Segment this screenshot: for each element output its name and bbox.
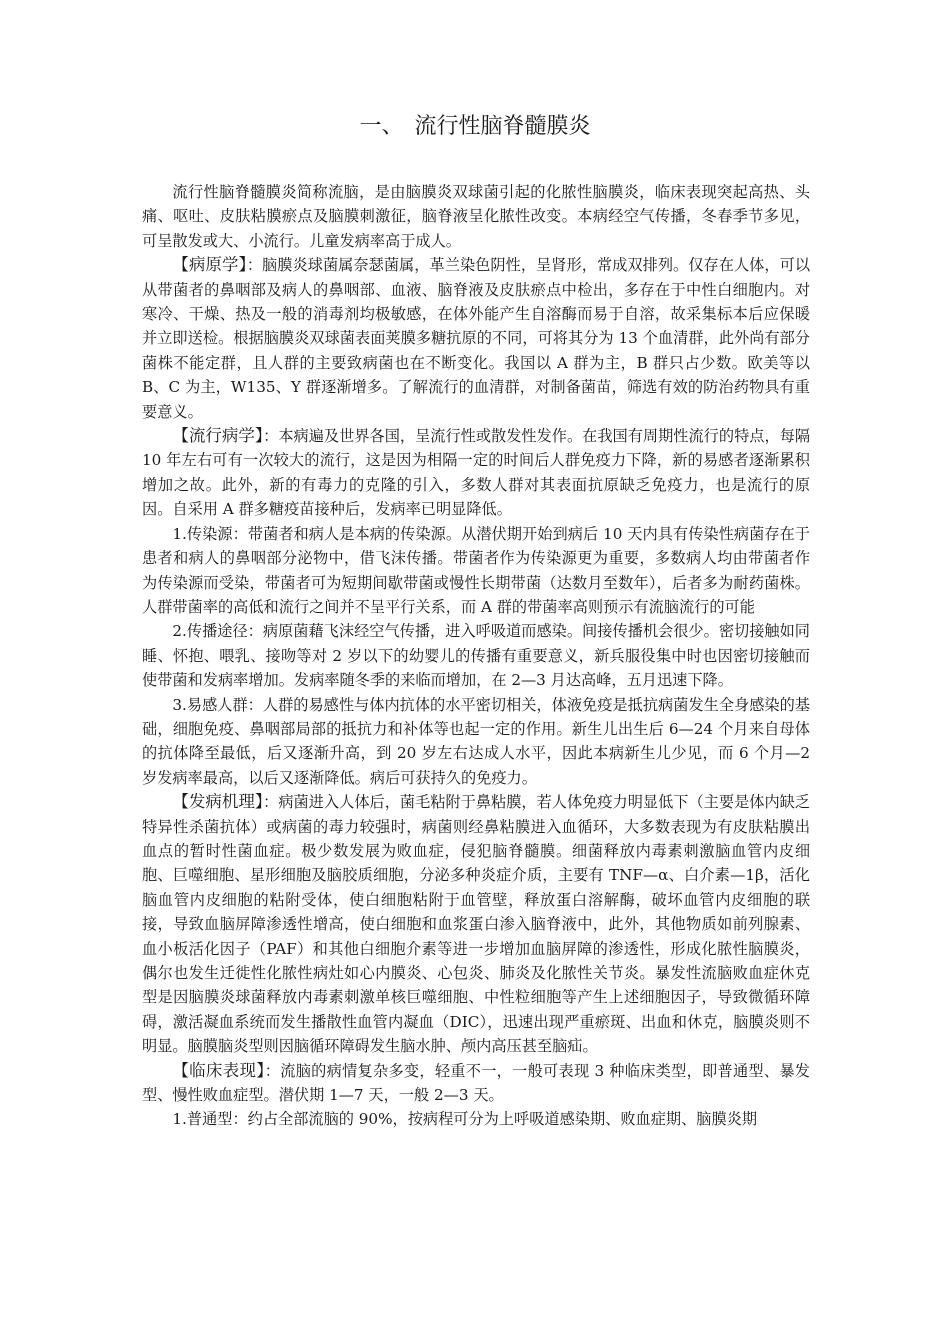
transmission-route-paragraph	[142, 619, 810, 692]
section-heading-etiology: 【病原学】	[172, 255, 247, 275]
paragraph-text: 流行性脑脊髓膜炎简称流脑，是由脑膜炎双球菌引起的化脓性脑膜炎，临床表现突起高热、头痛、呕吐、皮肤粘膜瘀点及脑膜刺激征，脑脊液呈化脓性改变。本病经空气传播，冬春季节多见，可呈散发或大、小流行。儿童发病率高于成人。	[142, 183, 810, 250]
section-heading-epidemiology: 【流行病学】	[172, 426, 264, 446]
paragraph-text: 2.传播途径：病原菌藉飞沫经空气传播，进入呼吸道而感染。间接传播机会很少。密切接触如同睡、怀抱、喂乳、接吻等对 2 岁以下的幼婴儿的传播有重要意义，新兵服役集中时也因密切接触而使带菌和发病率增加。发病率随冬季的来临而增加，在 2—3 月达高峰，五月迅速下降。	[142, 622, 810, 690]
paragraph-text: ：病菌进入人体后，菌毛粘附于鼻粘膜，若人体免疫力明显低下（主要是体内缺乏特异性杀菌抗体）或病菌的毒力较强时，病菌则经鼻粘膜进入血循环，大多数表现为有皮肤粘膜出血点的暂时性菌血症。极少数发展为败血症，侵犯脑脊髓膜。细菌释放内毒素刺激脑血管内皮细胞、巨噬细胞、星形细胞及脑胶质细胞，分泌多种炎症介质，主要有 TNF—α、白介素—1β，活化脑血管内皮细胞的粘附受体，使白细胞粘附于血管壁，释放蛋白溶解酶，破坏血管内皮细胞的联接，导致血脑屏障渗透性增高，使白细胞和血浆蛋白渗入脑脊液中，此外，其他物质如前列腺素、血小板活化因子（PAF）和其他白细胞介素等进一步增加血脑屏障的渗透性，形成化脓性脑膜炎，偶尔也发生迁徙性化脓性病灶如心内膜炎、心包炎、肺炎及化脓性关节炎。暴发性流脑败血症休克型是因脑膜炎球菌释放内毒素刺激单核巨噬细胞、中性粒细胞等产生上述细胞因子，导致微循环障碍，激活凝血系统而发生播散性血管内凝血（DIC），迅速出现严重瘀斑、出血和休克，脑膜炎则不明显。脑膜脑炎型则因脑循环障碍发生脑水肿、颅内高压甚至脑疝。	[142, 793, 811, 1056]
section-heading-clinical: 【临床表现】	[172, 1060, 265, 1080]
etiology-paragraph	[142, 253, 810, 424]
epidemiology-paragraph	[142, 424, 810, 522]
paragraph-text: 3.易感人群：人群的易感性与体内抗体的水平密切相关，体液免疫是抵抗病菌发生全身感染的基础，细胞免疫、鼻咽部局部的抵抗力和补体等也起一定的作用。新生儿出生后 6—24 个月来自母体的抗体降至最低，后又逐渐升高，到 20 岁左右达成人水平，因此本病新生儿少见，而 6 个月—2 岁发病率最高，以后又逐渐降低。病后可获持久的免疫力。	[142, 695, 810, 787]
infection-source-paragraph	[142, 522, 810, 620]
paragraph-text: 1.普通型：约占全部流脑的 90%，按病程可分为上呼吸道感染期、败血症期、脑膜炎期	[172, 1110, 758, 1129]
document-body	[142, 180, 810, 1132]
section-heading-pathogenesis: 【发病机理】	[172, 792, 264, 812]
paragraph-text: ：流脑的病情复杂多变，轻重不一，一般可表现 3 种临床类型，即普通型、暴发型、慢性败血症型。潜伏期 1—7 天，一般 2—3 天。	[142, 1061, 810, 1105]
paragraph-text: ：脑膜炎球菌属奈瑟菌属，革兰染色阴性，呈肾形，常成双排列。仅存在人体，可以从带菌者的鼻咽部及病人的鼻咽部、血液、脑脊液及皮肤瘀点中检出，多存在于中性白细胞内。对寒冷、干燥、热及一般的消毒剂均极敏感，在体外能产生自溶酶而易于自溶，故采集标本后应保暖并立即送检。根据脑膜炎双球菌表面荚膜多糖抗原的不同，可将其分为 13 个血清群，此外尚有部分菌株不能定群，且人群的主要致病菌也在不断变化。我国以 A 群为主，B 群只占少数。欧美等以 B、C 为主，W135、Y 群逐渐增多。了解流行的血清群，对制备菌苗，筛选有效的防治药物具有重要意义。	[142, 256, 811, 421]
pathogenesis-paragraph	[142, 790, 810, 1058]
intro-paragraph	[142, 180, 810, 253]
document-title: 一、 流行性脑脊髓膜炎	[359, 114, 591, 139]
paragraph-text: 1.传染源：带菌者和病人是本病的传染源。从潜伏期开始到病后 10 天内具有传染性病菌存在于患者和病人的鼻咽部分泌物中，借飞沫传播。带菌者作为传染源更为重要，多数病人均由带菌者作为传染源而受染，带菌者可为短期间歇带菌或慢性长期带菌（达数月至数年），后者多为耐药菌株。人群带菌率的高低和流行之间并不呈平行关系，而 A 群的带菌率高则预示有流脑流行的可能	[142, 524, 810, 616]
clinical-manifestation-paragraph	[142, 1059, 810, 1108]
paragraph-text: ：本病遍及世界各国，呈流行性或散发性发作。在我国有周期性流行的特点，每隔 10 年左右可有一次较大的流行，这是因为相隔一定的时间后人群免疫力下降，新的易感者逐渐累积增加之故。此外，新的有毒力的克隆的引入，多数人群对其表面抗原缺乏免疫力，也是流行的原因。自采用 A 群多糖疫苗接种后，发病率已明显降低。	[142, 427, 811, 519]
susceptible-population-paragraph	[142, 693, 810, 791]
common-type-paragraph	[142, 1107, 810, 1131]
